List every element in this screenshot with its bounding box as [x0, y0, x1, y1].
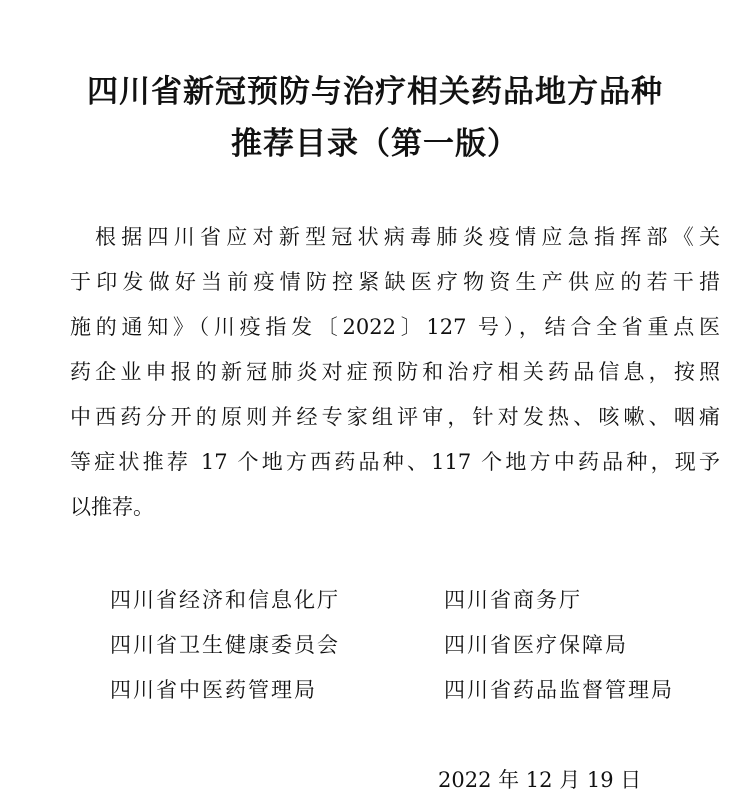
body-paragraph-line-5: 中西药分开的原则并经专家组评审，针对发热、咳嗽、咽痛 — [70, 405, 720, 429]
document-title-line-2: 推荐目录（第一版） — [231, 126, 519, 162]
body-paragraph-line-7: 以推荐。 — [70, 495, 154, 519]
issuer-commerce-dept: 四川省商务厅 — [444, 588, 582, 612]
issuer-drug-administration: 四川省药品监督管理局 — [444, 678, 674, 702]
issuer-tcm-administration: 四川省中医药管理局 — [110, 678, 317, 702]
body-paragraph-line-3: 施的通知》（川疫指发〔2022〕127 号），结合全省重点医 — [70, 315, 720, 339]
issuer-health-commission: 四川省卫生健康委员会 — [110, 633, 340, 657]
body-paragraph-line-1: 根据四川省应对新型冠状病毒肺炎疫情应急指挥部《关 — [95, 225, 720, 249]
body-paragraph-line-6: 等症状推荐 17 个地方西药品种、117 个地方中药品种，现予 — [70, 450, 720, 474]
issue-date: 2022 年 12 月 19 日 — [438, 768, 642, 792]
body-paragraph-line-2: 于印发做好当前疫情防控紧缺医疗物资生产供应的若干措 — [70, 270, 720, 294]
document-title-line-1: 四川省新冠预防与治疗相关药品地方品种 — [87, 74, 663, 110]
issuer-economy-informatization-dept: 四川省经济和信息化厅 — [110, 588, 340, 612]
issuer-medical-security-bureau: 四川省医疗保障局 — [444, 633, 628, 657]
body-paragraph-line-4: 药企业申报的新冠肺炎对症预防和治疗相关药品信息，按照 — [70, 360, 720, 384]
